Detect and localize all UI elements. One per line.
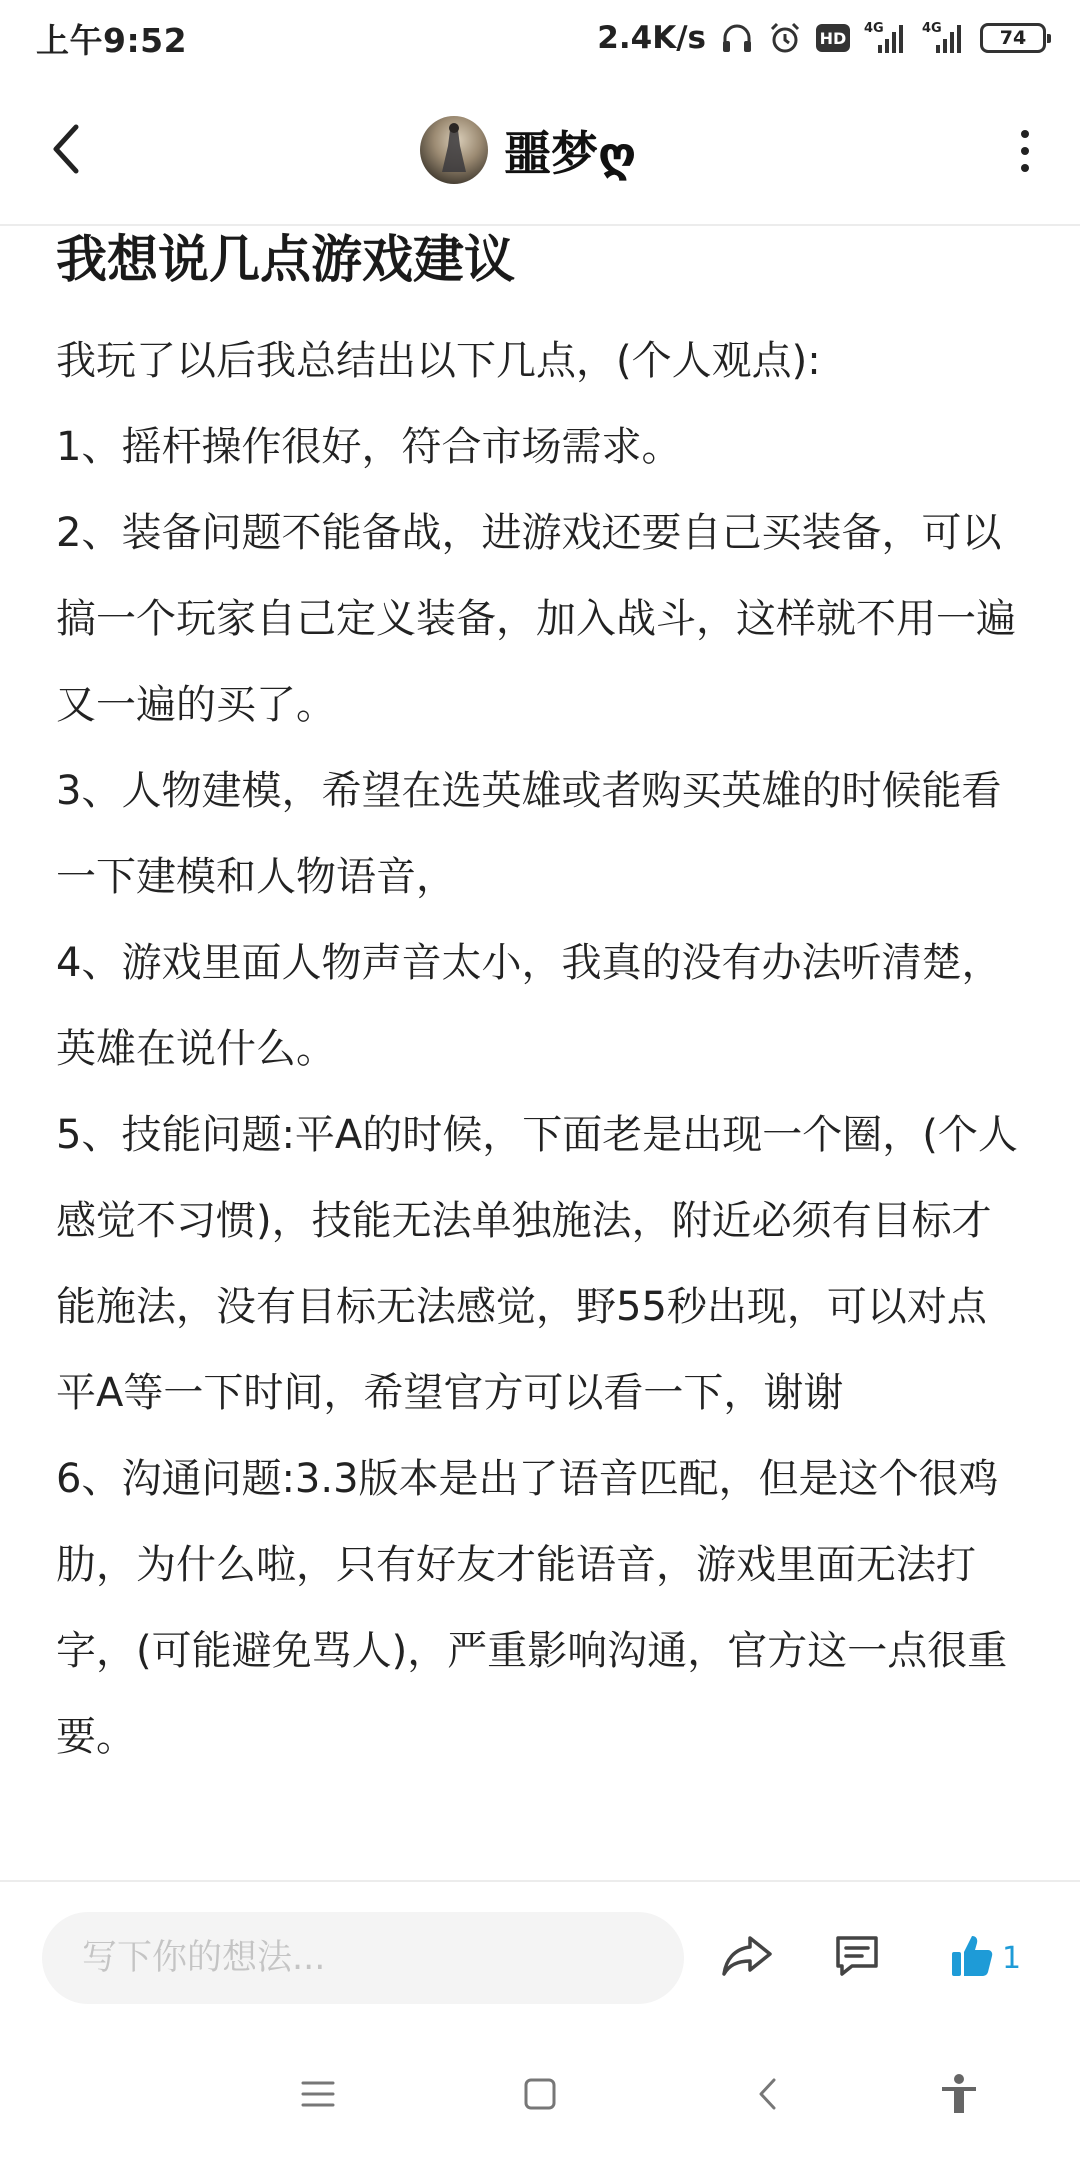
thumbs-up-icon bbox=[948, 1932, 996, 1984]
comment-input[interactable] bbox=[42, 1912, 684, 2004]
post-paragraph: 2、装备问题不能备战，进游戏还要自己买装备，可以搞一个玩家自己定义装备，加入战斗，这样就不用一遍又一遍的买了。 bbox=[56, 510, 1016, 728]
alarm-icon bbox=[768, 21, 802, 55]
more-vertical-icon-dot bbox=[1021, 147, 1029, 155]
comment-bar bbox=[0, 1880, 1080, 2028]
share-button[interactable] bbox=[720, 1920, 780, 1996]
more-options-button[interactable] bbox=[1010, 118, 1040, 184]
post-paragraph: 3、人物建模，希望在选英雄或者购买英雄的时候能看一下建模和人物语音， bbox=[56, 768, 1002, 900]
author-name[interactable]: 噩梦ღ bbox=[504, 126, 637, 182]
more-vertical-icon-dot bbox=[1021, 164, 1029, 172]
comment-icon bbox=[832, 1932, 882, 1984]
post-paragraph: 我玩了以后我总结出以下几点，(个人观点): bbox=[56, 338, 821, 384]
network-speed: 2.4K/s bbox=[597, 20, 706, 56]
author-info[interactable] bbox=[420, 114, 636, 186]
post-body bbox=[56, 318, 1026, 1780]
signal-type-label: 4G bbox=[864, 21, 884, 36]
nav-back-button[interactable] bbox=[738, 2066, 798, 2126]
system-navigation-bar bbox=[0, 2028, 1080, 2160]
nav-home-button[interactable] bbox=[510, 2066, 570, 2126]
post-paragraph: 1、摇杆操作很好，符合市场需求。 bbox=[56, 424, 682, 470]
post-paragraph: 4、游戏里面人物声音太小，我真的没有办法听清楚，英雄在说什么。 bbox=[56, 940, 1002, 1072]
nav-menu-button[interactable] bbox=[288, 2066, 348, 2126]
more-vertical-icon bbox=[1021, 130, 1029, 138]
signal-strength-icon bbox=[922, 21, 966, 55]
menu-icon bbox=[300, 2078, 336, 2114]
back-button[interactable] bbox=[36, 118, 96, 184]
back-icon bbox=[756, 2076, 780, 2116]
like-count: 1 bbox=[1002, 1940, 1022, 1976]
status-bar bbox=[0, 0, 1080, 76]
post-header bbox=[0, 76, 1080, 226]
status-time: 上午9:52 bbox=[36, 20, 188, 60]
signal-type-label: 4G bbox=[922, 21, 942, 36]
battery-level: 74 bbox=[999, 27, 1027, 49]
headphones-icon bbox=[720, 21, 754, 55]
accessibility-icon bbox=[939, 2073, 979, 2119]
avatar[interactable] bbox=[420, 116, 488, 184]
status-icons bbox=[597, 20, 1046, 56]
hd-badge: HD bbox=[816, 24, 850, 52]
chevron-left-icon bbox=[48, 123, 84, 179]
post-paragraph: 6、沟通问题:3.3版本是出了语音匹配，但是这个很鸡肋，为什么啦，只有好友才能语音，游戏里面无法打字，(可能避免骂人)，严重影响沟通，官方这一点很重要。 bbox=[56, 1456, 1008, 1760]
post-paragraph: 5、技能问题:平A的时候，下面老是出现一个圈，(个人感觉不习惯)，技能无法单独施法，附近必须有目标才能施法，没有目标无法感觉，野55秒出现，可以对点平A等一下时间，希望官方可以看一下，谢谢 bbox=[56, 1112, 1018, 1416]
like-button[interactable] bbox=[948, 1920, 1058, 1996]
nav-accessibility-button[interactable] bbox=[929, 2066, 989, 2126]
signal-strength-icon bbox=[864, 21, 908, 55]
post-content bbox=[56, 226, 1026, 1872]
post-title: 我想说几点游戏建议 bbox=[56, 231, 516, 290]
battery-icon bbox=[980, 23, 1046, 53]
share-icon bbox=[720, 1932, 774, 1984]
square-icon bbox=[523, 2077, 557, 2115]
reply-button[interactable] bbox=[832, 1920, 892, 1996]
